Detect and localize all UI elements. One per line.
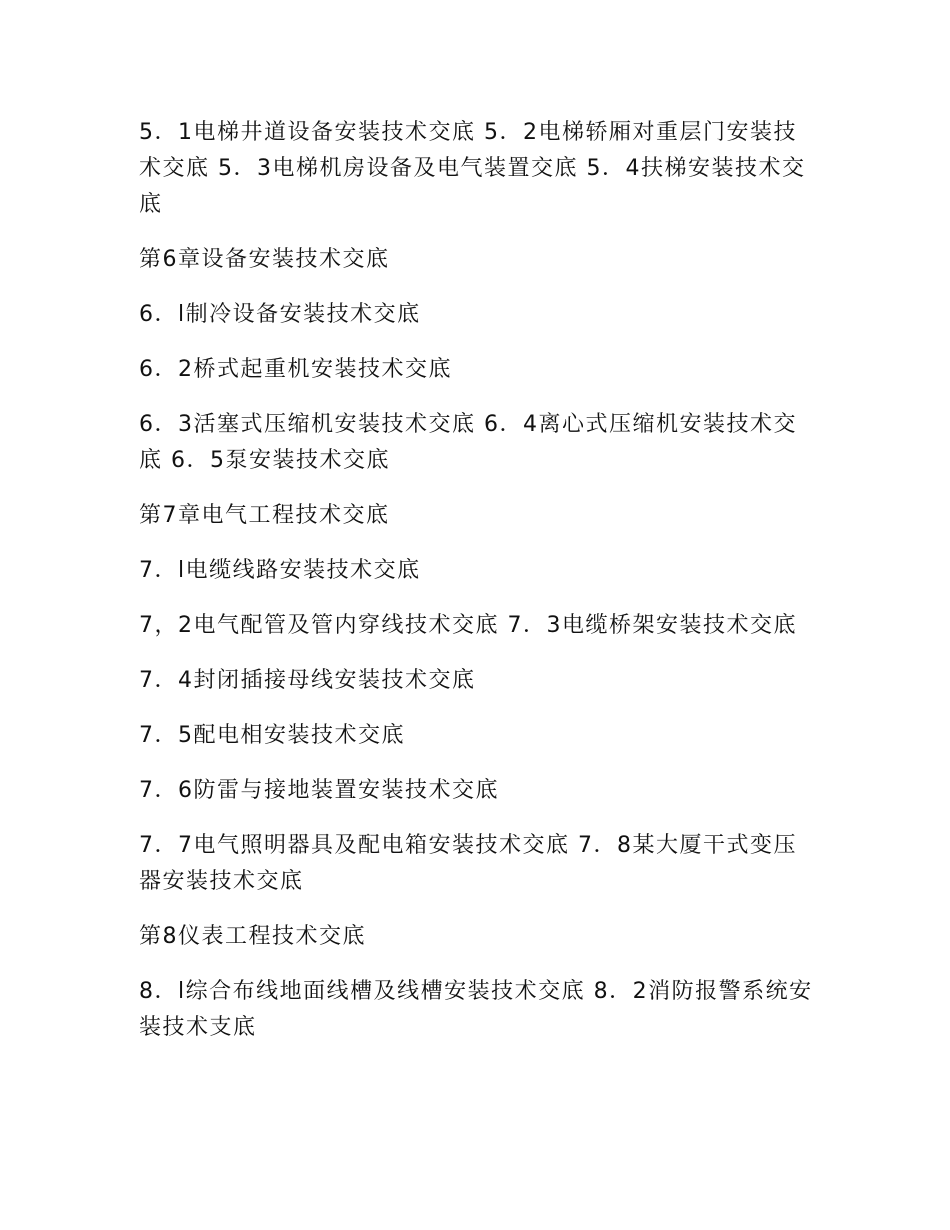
paragraph-elevator-sections: 5．1电梯井道设备安装技术交底 5．2电梯轿厢对重层门安装技术交底 5．3电梯机房设备及电气装置交底 5．4扶梯安装技术交底 [139,120,806,217]
chapter-8-heading: 第8仪表工程技术交底 [139,924,366,949]
chapter-6-heading: 第6章设备安装技术交底 [139,247,390,272]
paragraph-8-1-8-2: 8．l综合布线地面线槽及线槽安装技术交底 8．2消防报警系统安装技术支底 [139,979,813,1040]
chapter-7-heading: 第7章电气工程技术交底 [139,503,390,528]
paragraph-7-4: 7．4封闭插接母线安装技术交底 [139,668,476,693]
paragraph-6-2: 6．2桥式起重机安装技术交底 [139,357,452,382]
paragraph-7-7-7-8: 7．7电气照明器具及配电箱安装技术交底 7．8某大厦干式变压器安装技术交底 [139,833,797,894]
paragraph-7-2-7-3: 7，2电气配管及管内穿线技术交底 7．3电缆桥架安装技术交底 [139,613,797,638]
paragraph-7-5: 7．5配电相安装技术交底 [139,723,405,748]
paragraph-6-1: 6．l制冷设备安装技术交底 [139,302,421,327]
paragraph-7-6: 7．6防雷与接地装置安装技术交底 [139,778,499,803]
document-body [139,115,819,1065]
paragraph-7-1: 7．l电缆线路安装技术交底 [139,558,421,583]
paragraph-6-3-to-6-5: 6．3活塞式压缩机安装技术交底 6．4离心式压缩机安装技术交底 6．5泵安装技术交底 [139,412,797,473]
